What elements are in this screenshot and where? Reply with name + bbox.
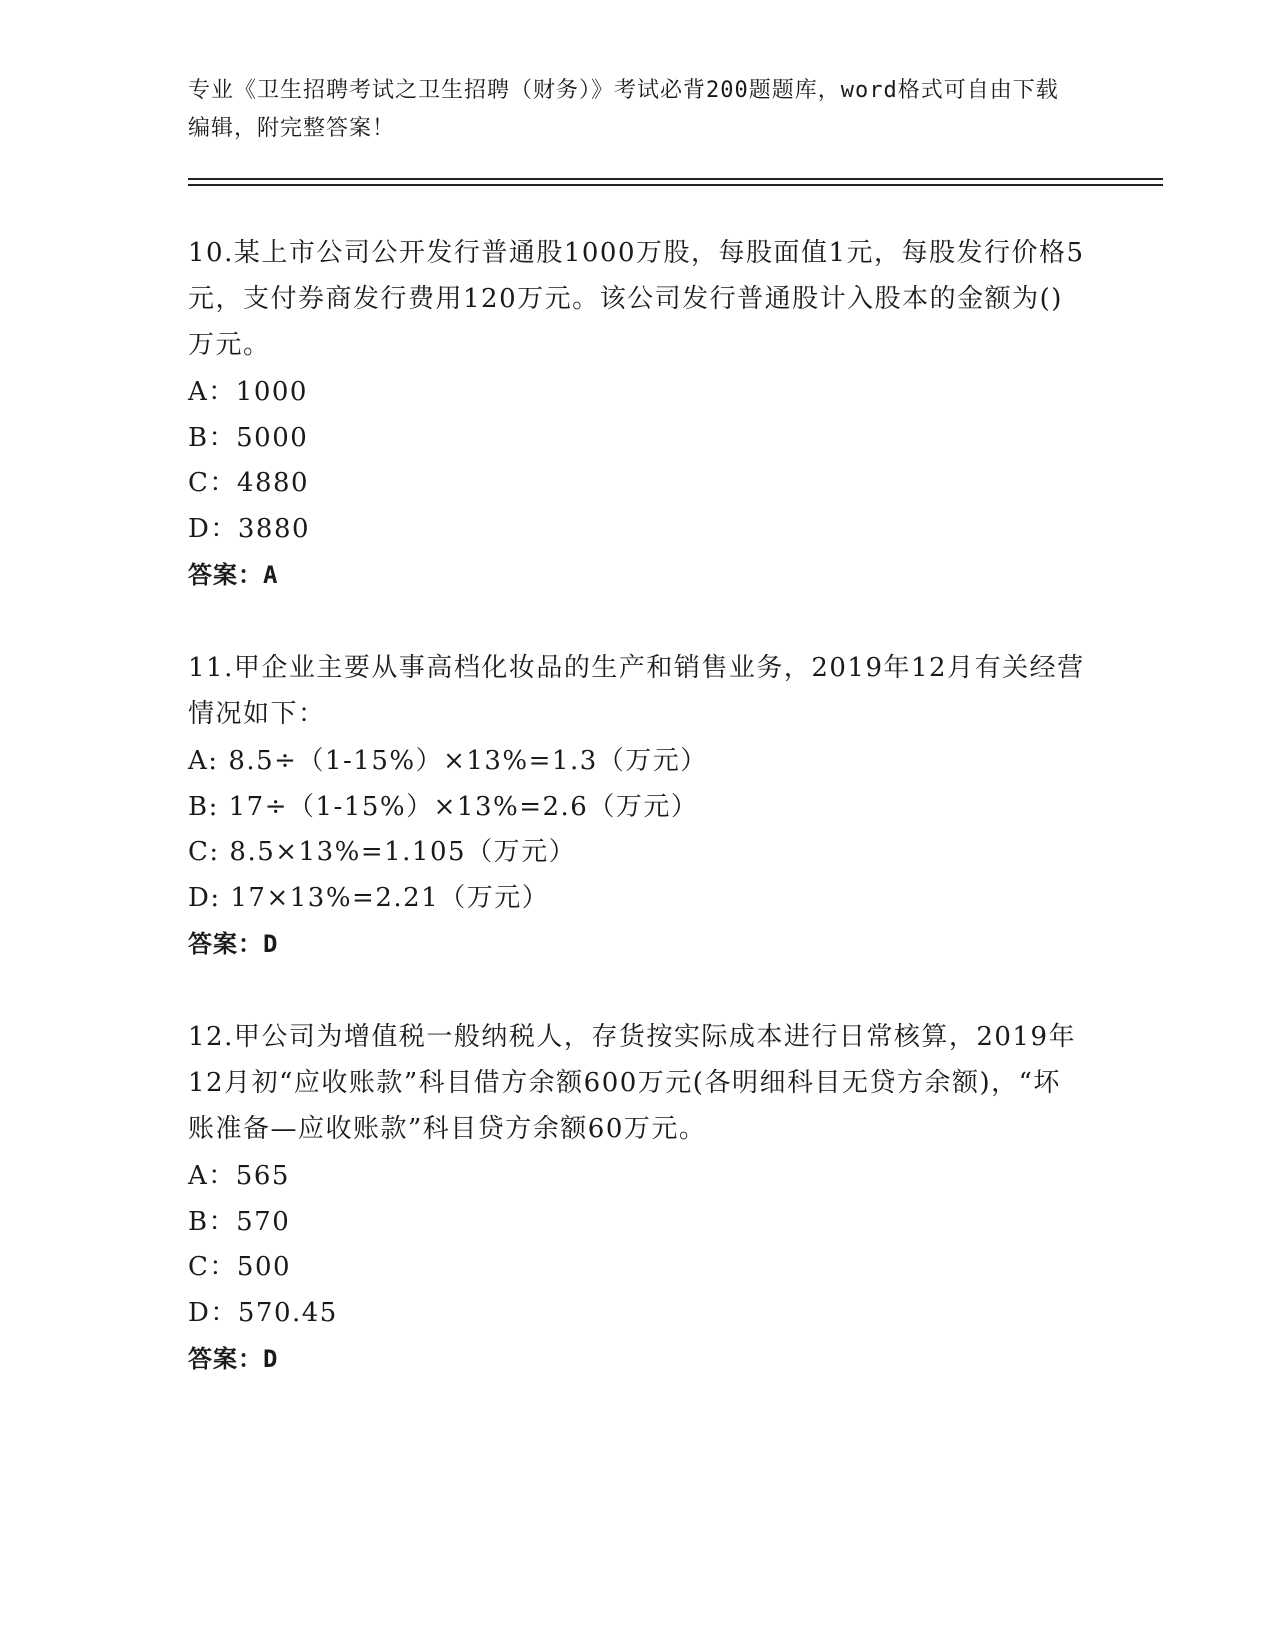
option-label: A：	[188, 1161, 236, 1191]
option-text: 1000	[235, 377, 308, 407]
option-text: 500	[236, 1252, 292, 1282]
option-a	[188, 739, 1088, 785]
option-label: B:	[188, 791, 229, 822]
option-label: C:	[188, 837, 230, 867]
option-b	[188, 785, 1088, 831]
option-label: B：	[188, 422, 237, 453]
option-text: 3880	[237, 513, 311, 544]
header-rule-top	[188, 178, 1163, 180]
option-text: 565	[235, 1161, 290, 1191]
header-rule-bottom	[188, 184, 1163, 186]
option-text: 5000	[236, 422, 309, 453]
question-11	[188, 645, 1088, 967]
question-12	[188, 1014, 1088, 1382]
option-label: A：	[188, 377, 236, 407]
option-label: D：	[188, 1297, 238, 1328]
option-text: 8.5÷（1-15%）×13%=1.3（万元）	[228, 746, 708, 776]
option-b	[188, 1200, 1088, 1246]
question-stem: 11.甲企业主要从事高档化妆品的生产和销售业务，2019年12月有关经营情况如下：	[188, 653, 1085, 729]
answer-line: 答案：D	[188, 1345, 279, 1373]
option-a	[188, 370, 1088, 416]
question-list	[188, 230, 1088, 1429]
answer-line: 答案：A	[188, 561, 279, 589]
option-a	[188, 1154, 1088, 1200]
question-10	[188, 230, 1088, 598]
option-c	[188, 830, 1088, 876]
option-text: 8.5×13%=1.105（万元）	[229, 837, 577, 867]
option-b	[188, 416, 1088, 462]
option-c	[188, 1245, 1088, 1291]
option-text: 570	[236, 1206, 291, 1237]
option-text: 570.45	[237, 1297, 338, 1328]
option-d	[188, 507, 1088, 553]
question-stem: 10.某上市公司公开发行普通股1000万股，每股面值1元，每股发行价格5元，支付券商发行费用120万元。该公司发行普通股计入股本的金额为()万元。	[188, 238, 1085, 360]
option-label: B：	[188, 1206, 237, 1237]
option-c	[188, 461, 1088, 507]
option-d	[188, 1291, 1088, 1337]
option-d	[188, 876, 1088, 922]
option-label: A:	[188, 746, 229, 776]
option-text: 17÷（1-15%）×13%=2.6（万元）	[228, 791, 699, 822]
option-text: 4880	[236, 468, 310, 498]
option-text: 17×13%=2.21（万元）	[230, 882, 550, 913]
option-label: C：	[188, 1252, 237, 1282]
option-label: D:	[188, 882, 231, 913]
header-intro: 专业《卫生招聘考试之卫生招聘（财务）》考试必背200题题库，word格式可自由下载编辑，附完整答案！	[188, 78, 1059, 141]
answer-line: 答案：D	[188, 930, 279, 958]
option-label: D：	[188, 513, 238, 544]
question-stem: 12.甲公司为增值税一般纳税人，存货按实际成本进行日常核算，2019年12月初“应收账款”科目借方余额600万元(各明细科目无贷方余额)，“坏账准备—应收账款”科目贷方余额60万元。	[188, 1022, 1077, 1144]
option-label: C：	[188, 468, 237, 498]
